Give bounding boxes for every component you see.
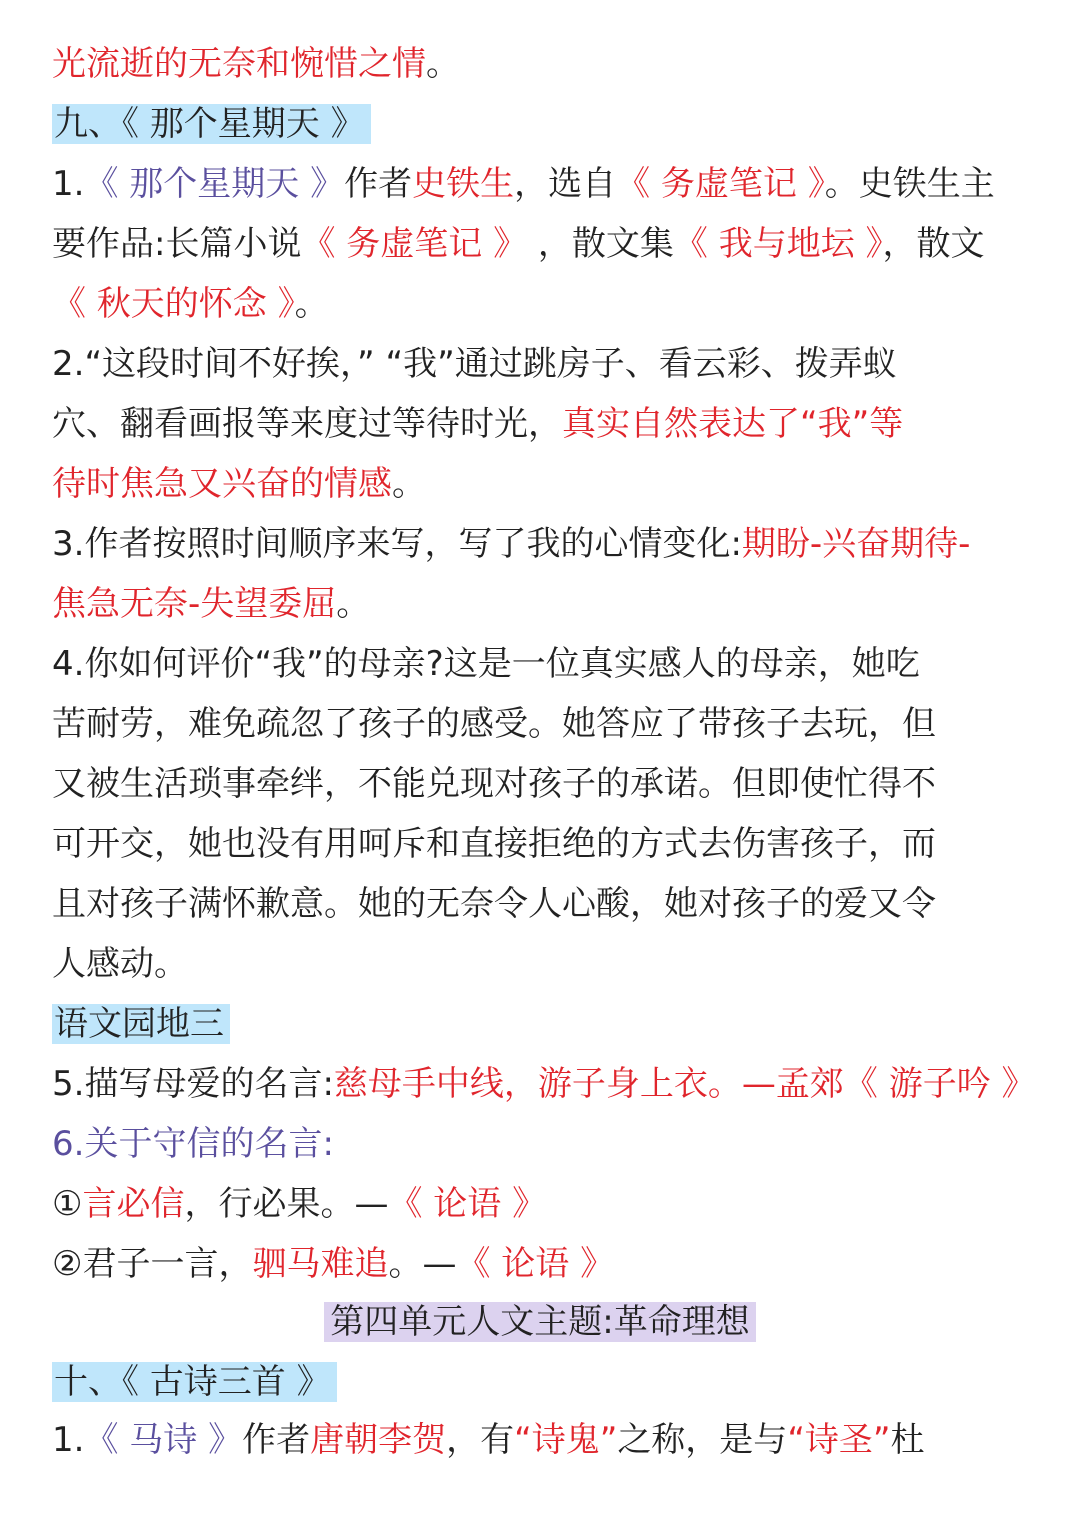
text-line-14 — [52, 814, 1042, 874]
line-24-seg-7: 之称，是与 — [617, 1420, 788, 1460]
line-8-seg-2: 。 — [392, 464, 426, 504]
section-title: 九、《 那个星期天 》 — [52, 104, 371, 144]
line-4-seg-4: 《 我与地坛 》 — [673, 224, 883, 264]
line-4-seg-1: 要作品:长篇小说 — [52, 224, 302, 264]
line-20-seg-1: ① — [52, 1184, 83, 1224]
line-11-seg-1: 4.你如何评价“我”的母亲?这是一位真实感人的母亲，她吃 — [52, 644, 920, 684]
line-9-seg-1: 3.作者按照时间顺序来写，写了我的心情变化: — [52, 524, 742, 564]
line-3-seg-7: 。史铁生主 — [824, 164, 995, 204]
text-line-5 — [52, 274, 1042, 334]
unit-theme-heading — [0, 1292, 1080, 1352]
line-3-seg-2: 《 那个星期天 》 — [84, 164, 345, 204]
line-5-seg-2: 。 — [294, 284, 329, 324]
line-5-seg-1: 《 秋天的怀念 》 — [52, 284, 295, 324]
section-title: 语文园地三 — [52, 1004, 230, 1044]
text-line-21 — [52, 1234, 1042, 1294]
line-3-seg-1: 1. — [52, 164, 85, 204]
text-line-16 — [52, 934, 1042, 994]
text-line-15 — [52, 874, 1042, 934]
line-24-seg-8: “诗圣” — [787, 1420, 891, 1460]
line-4-seg-2: 《 务虚笔记 》 — [301, 224, 528, 264]
text-line-7 — [52, 394, 1042, 454]
unit-theme-title: 第四单元人文主题:革命理想 — [324, 1302, 755, 1342]
line-20-seg-4: 《 论语 》 — [388, 1184, 547, 1224]
section-heading-9 — [52, 94, 1042, 154]
text-line-6 — [52, 334, 1042, 394]
line-21-seg-2: 驷马难追 — [252, 1244, 389, 1284]
line-4-seg-3: ，散文集 — [527, 224, 674, 264]
text-line-8 — [52, 454, 1042, 514]
line-15-seg-1: 且对孩子满怀歉意。她的无奈令人心酸，她对孩子的爱又令 — [52, 884, 936, 924]
line-20-seg-3: ，行必果。— — [184, 1184, 389, 1224]
line-3-seg-3: 作者 — [344, 164, 413, 204]
text-line-4 — [52, 214, 1042, 274]
text-line-11 — [52, 634, 1042, 694]
text-line-12 — [52, 694, 1042, 754]
line-3-seg-4: 史铁生 — [412, 164, 515, 204]
line-24-seg-9: 杜 — [890, 1420, 925, 1460]
line-9-seg-2: 期盼-兴奋期待- — [741, 524, 971, 564]
line-14-seg-1: 可开交，她也没有用呵斥和直接拒绝的方式去伤害孩子，而 — [52, 824, 936, 864]
text-line-20 — [52, 1174, 1042, 1234]
line-7-seg-2: 真实自然表达了“我”等 — [562, 404, 904, 444]
text-line-9 — [52, 514, 1042, 574]
text-line-18 — [52, 1054, 1042, 1114]
text-line-13 — [52, 754, 1042, 814]
line-21-seg-4: 《 论语 》 — [456, 1244, 615, 1284]
line-24-seg-3: 作者 — [242, 1420, 311, 1460]
text-line-1 — [52, 34, 1042, 94]
line-1-seg-1: 光流逝的无奈和惋惜之情 — [52, 44, 426, 84]
line-19-seg-1: 6.关于守信的名言: — [52, 1124, 334, 1164]
line-24-seg-4: 唐朝李贺 — [310, 1420, 447, 1460]
line-18-seg-2: 慈母手中线，游子身上衣。—孟郊《 游子吟 》 — [333, 1064, 1036, 1104]
line-21-seg-1: ②君子一言， — [52, 1244, 253, 1284]
line-24-seg-5: ，有 — [446, 1420, 515, 1460]
line-18-seg-1: 5.描写母爱的名言: — [52, 1064, 334, 1104]
text-line-3 — [52, 154, 1042, 214]
line-3-seg-6: 《 务虚笔记 》 — [616, 164, 825, 204]
line-16-seg-1: 人感动。 — [52, 944, 188, 984]
line-10-seg-1: 焦急无奈-失望委屈 — [52, 584, 337, 624]
text-line-24 — [52, 1410, 1042, 1470]
line-8-seg-1: 待时焦急又兴奋的情感 — [52, 464, 392, 504]
section-title: 十、《 古诗三首 》 — [52, 1362, 337, 1402]
line-21-seg-3: 。— — [388, 1244, 457, 1284]
line-4-seg-5: ，散文 — [882, 224, 985, 264]
line-12-seg-1: 苦耐劳，难免疏忽了孩子的感受。她答应了带孩子去玩，但 — [52, 704, 936, 744]
line-7-seg-1: 穴、翻看画报等来度过等待时光， — [52, 404, 562, 444]
section-heading-garden — [52, 994, 1042, 1054]
line-1-seg-2: 。 — [426, 44, 460, 84]
text-line-19 — [52, 1114, 1042, 1174]
line-20-seg-2: 言必信 — [82, 1184, 185, 1224]
line-24-seg-2: 《 马诗 》 — [84, 1420, 243, 1460]
section-heading-10 — [52, 1352, 1042, 1412]
text-line-10 — [52, 574, 1042, 634]
line-3-seg-5: ，选自 — [514, 164, 617, 204]
line-6-seg-1: 2.“这段时间不好挨，” “我”通过跳房子、看云彩、拨弄蚁 — [52, 344, 897, 384]
line-13-seg-1: 又被生活琐事牵绊，不能兑现对孩子的承诺。但即使忙得不 — [52, 764, 936, 804]
line-24-seg-1: 1. — [52, 1420, 85, 1460]
line-24-seg-6: “诗鬼” — [514, 1420, 618, 1460]
line-10-seg-2: 。 — [336, 584, 371, 624]
